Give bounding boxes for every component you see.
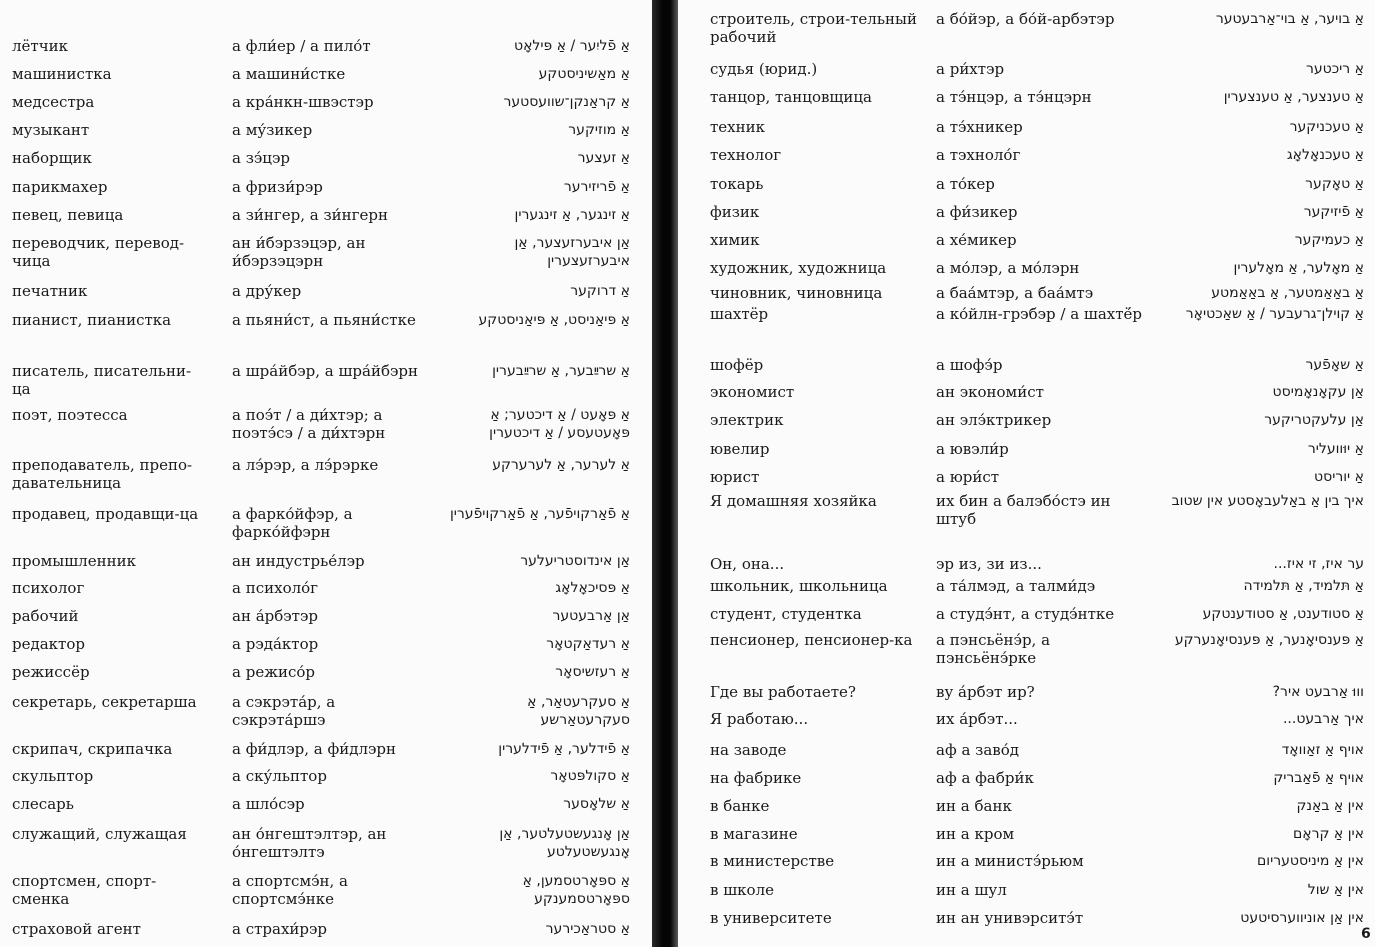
yiddish-term: אַ פּיאַניסט, אַ פּיאַניסטקע	[478, 312, 630, 328]
yiddish-transliteration: а фи́длэр, а фи́длэрн	[232, 740, 396, 758]
yiddish-term: אַ סטראַכירער	[545, 921, 630, 937]
yiddish-term: אַ בויער, אַ בוי־אַרבעטער	[1215, 11, 1364, 27]
russian-term: физик	[710, 203, 760, 221]
yiddish-term: אַ שלאָסער	[563, 796, 630, 812]
yiddish-term: אַ תּלמיד, אַ תּלמידה	[1243, 578, 1364, 594]
yiddish-transliteration: а ри́хтэр	[936, 60, 1005, 78]
russian-term: наборщик	[12, 149, 92, 167]
russian-term: юрист	[710, 468, 760, 486]
yiddish-transliteration: а студэ́нт, а студэ́нтке	[936, 605, 1115, 623]
yiddish-term: אַן עלעקטריקער	[1264, 412, 1364, 428]
yiddish-term: אַ באַאַמטער, אַ באַאַמטע	[1211, 285, 1364, 301]
russian-term: печатник	[12, 282, 88, 300]
yiddish-transliteration: а му́зикер	[232, 121, 313, 139]
yiddish-term: אַ פּאָעט / אַ דיכטער; אַ פּאָעטעסע / אַ דיכטערין	[489, 407, 630, 441]
yiddish-transliteration: ву а́рбэт ир?	[936, 683, 1035, 701]
russian-term: слесарь	[12, 795, 74, 813]
yiddish-term: אַ סעקרעטאַר, אַ סעקרעטאַרשע	[527, 694, 630, 728]
yiddish-transliteration: а зи́нгер, а зи́нгерн	[232, 206, 388, 224]
russian-term: в школе	[710, 881, 774, 899]
russian-term: экономист	[710, 383, 795, 401]
yiddish-transliteration: ан экономи́ст	[936, 383, 1044, 401]
russian-term: Я домашняя хозяйка	[710, 492, 877, 510]
yiddish-term: וווּ אַרבעט איר?	[1272, 684, 1364, 700]
russian-term: скульптор	[12, 767, 94, 785]
russian-term: строитель, строи-тельный рабочий	[710, 10, 917, 46]
yiddish-transliteration: а шофэ́р	[936, 356, 1003, 374]
russian-term: певец, певица	[12, 206, 124, 224]
russian-term: преподаватель, препо-давательница	[12, 456, 193, 492]
russian-term: студент, студентка	[710, 605, 862, 623]
yiddish-transliteration: а сэкрэта́р, а сэкрэта́ршэ	[232, 693, 336, 729]
russian-term: на заводе	[710, 741, 787, 759]
yiddish-transliteration: а фризи́рэр	[232, 178, 323, 196]
yiddish-term: אַ פֿאַרקויפֿער, אַ פֿאַרקויפֿערין	[449, 506, 630, 522]
yiddish-term: אַ כעמיקער	[1294, 232, 1364, 248]
russian-term: ювелир	[710, 440, 770, 458]
russian-term: писатель, писательни-ца	[12, 362, 192, 398]
yiddish-term: אַ זינגער, אַ זינגערין	[514, 207, 630, 223]
yiddish-term: אַ קראַנקן־שוועסטער	[503, 94, 630, 110]
yiddish-term: אַן איבערזעצער, אַן איבערזעצערין	[514, 235, 630, 269]
russian-term: в министерстве	[710, 852, 835, 870]
yiddish-transliteration: ан о́нгештэлтэр, ан о́нгештэлтэ	[232, 825, 387, 861]
yiddish-transliteration: а спортсмэ́н, а спортсмэ́нке	[232, 872, 348, 908]
yiddish-transliteration: а юри́ст	[936, 468, 1000, 486]
yiddish-transliteration: а то́кер	[936, 175, 995, 193]
yiddish-transliteration: а ювэли́р	[936, 440, 1009, 458]
yiddish-transliteration: ан и́бэрзэцэр, ан и́бэрзэцэрн	[232, 234, 366, 270]
yiddish-term: אַן אַרבעטער	[552, 608, 630, 624]
yiddish-term: אַ זעצער	[577, 150, 630, 166]
yiddish-term: אַ פֿידלער, אַ פֿידלערין	[498, 741, 630, 757]
russian-term: химик	[710, 231, 760, 249]
russian-term: Я работаю...	[710, 710, 809, 728]
yiddish-term: אַ טענצער, אַ טענצערין	[1223, 89, 1364, 105]
yiddish-transliteration: а тэхноло́г	[936, 146, 1021, 164]
yiddish-term: אַ רעדאַקטאָר	[546, 636, 630, 652]
yiddish-transliteration: а ко́йлн-грэбэр / а шахтё́р	[936, 305, 1143, 323]
russian-term: танцор, танцовщица	[710, 88, 872, 106]
russian-term: парикмахер	[12, 178, 108, 196]
yiddish-term: אין אַ מיניסטעריום	[1256, 853, 1364, 869]
yiddish-transliteration: а ску́льптор	[232, 767, 327, 785]
russian-term: служащий, служащая	[12, 825, 187, 843]
russian-term: Где вы работаете?	[710, 683, 856, 701]
yiddish-transliteration: а зэ́цэр	[232, 149, 290, 167]
yiddish-transliteration: ин а банк	[936, 797, 1012, 815]
yiddish-transliteration: а баа́мтэр, а баа́мтэ	[936, 284, 1094, 302]
russian-term: поэт, поэтесса	[12, 406, 128, 424]
yiddish-transliteration: а режисо́р	[232, 663, 316, 681]
yiddish-transliteration: а бо́йэр, а бо́й-арбэтэр	[936, 10, 1115, 28]
russian-term: на фабрике	[710, 769, 802, 787]
yiddish-term: אַ קוילן־גרעבער / אַ שאַכטיאָר	[1185, 306, 1364, 322]
yiddish-term: אין אַ שול	[1307, 882, 1364, 898]
yiddish-term: אַ מוזיקער	[568, 122, 630, 138]
russian-term: страховой агент	[12, 920, 141, 938]
russian-term: в университете	[710, 909, 832, 927]
russian-term: художник, художница	[710, 259, 887, 277]
yiddish-term: אַן אָנגעשטעלטער, אַן אָנגעשטעלטע	[499, 826, 630, 860]
left-page	[0, 0, 652, 947]
yiddish-term: אַ טעכניקער	[1289, 119, 1364, 135]
russian-term: шофёр	[710, 356, 764, 374]
russian-term: психолог	[12, 579, 85, 597]
yiddish-term: אַן אינדוסטריעלער	[520, 553, 630, 569]
russian-term: переводчик, перевод-чица	[12, 234, 185, 270]
russian-term: в банке	[710, 797, 770, 815]
yiddish-term: אַ מאַשיניסטקע	[538, 66, 630, 82]
yiddish-term: אויף אַ פֿאַבריק	[1273, 770, 1364, 786]
russian-term: редактор	[12, 635, 85, 653]
page-number: 6	[1361, 926, 1371, 942]
russian-term: промышленник	[12, 552, 136, 570]
yiddish-transliteration: а шра́йбэр, а шра́йбэрн	[232, 362, 418, 380]
russian-term: технолог	[710, 146, 782, 164]
yiddish-transliteration: а хе́микер	[936, 231, 1017, 249]
yiddish-term: אַ סקולפּטאָר	[550, 768, 630, 784]
yiddish-transliteration: а рэда́ктор	[232, 635, 319, 653]
russian-term: в магазине	[710, 825, 798, 843]
yiddish-term: אַ יוריסט	[1314, 469, 1364, 485]
yiddish-transliteration: а машини́стке	[232, 65, 346, 83]
yiddish-transliteration: а дру́кер	[232, 282, 302, 300]
yiddish-transliteration: ин а министэ́рьюм	[936, 852, 1084, 870]
yiddish-transliteration: ин а кром	[936, 825, 1015, 843]
yiddish-term: אַ טעכנאָלאָג	[1286, 147, 1364, 163]
yiddish-transliteration: их а́рбэт...	[936, 710, 1018, 728]
yiddish-term: איך בין אַ באַלעבאָסטע אין שטוב	[1171, 493, 1364, 509]
yiddish-transliteration: ан элэ́ктрикер	[936, 411, 1052, 429]
russian-term: музыкант	[12, 121, 90, 139]
yiddish-transliteration: аф а заво́д	[936, 741, 1019, 759]
russian-term: пенсионер, пенсионер-ка	[710, 631, 913, 649]
yiddish-term: אַ שאָפֿער	[1305, 357, 1364, 373]
russian-term: секретарь, секретарша	[12, 693, 197, 711]
yiddish-term: אַ פֿריזירער	[563, 179, 630, 195]
russian-term: рабочий	[12, 607, 79, 625]
yiddish-term: אַ טאָקער	[1305, 176, 1364, 192]
yiddish-transliteration: а тэ́нцэр, а тэ́нцэрн	[936, 88, 1092, 106]
russian-term: токарь	[710, 175, 764, 193]
russian-term: техник	[710, 118, 766, 136]
yiddish-transliteration: ан а́рбэтэр	[232, 607, 318, 625]
russian-term: чиновник, чиновница	[710, 284, 883, 302]
yiddish-term: אויף אַ זאַוואָד	[1281, 742, 1364, 758]
yiddish-transliteration: а поэ́т / а ди́хтэр; а поэтэ́сэ / а ди́хтэрн	[232, 406, 386, 442]
russian-term: электрик	[710, 411, 784, 429]
yiddish-term: אַ פֿליִער / אַ פּילאָט	[514, 38, 630, 54]
yiddish-transliteration: а пьяни́ст, а пьяни́стке	[232, 311, 416, 329]
russian-term: лётчик	[12, 37, 68, 55]
yiddish-term: אין אַ באַנק	[1296, 798, 1364, 814]
yiddish-term: אַ רעזשיסאָר	[555, 664, 630, 680]
yiddish-transliteration: а лэ́рэр, а лэ́рэрке	[232, 456, 379, 474]
yiddish-transliteration: а фарко́йфэр, а фарко́йфэрн	[232, 505, 353, 541]
yiddish-term: אַ פּענסיאָנער, אַ פּענסיאָנערקע	[1174, 632, 1364, 648]
book-gutter	[652, 0, 678, 947]
yiddish-transliteration: а фи́зикер	[936, 203, 1018, 221]
yiddish-term: אַן עקאָנאָמיסט	[1272, 384, 1364, 400]
yiddish-term: אַ דרוקער	[570, 283, 630, 299]
yiddish-term: אַ לערער, אַ לערערקע	[492, 457, 630, 473]
yiddish-transliteration: а пэнсьёнэ́р, а пэнсьёнэ́рке	[936, 631, 1051, 667]
yiddish-transliteration: а страхи́рэр	[232, 920, 328, 938]
yiddish-term: אַ פּסיכאָלאָג	[555, 580, 630, 596]
yiddish-transliteration: а мо́лэр, а мо́лэрн	[936, 259, 1080, 277]
russian-term: судья (юрид.)	[710, 60, 818, 78]
yiddish-transliteration: а та́лмэд, а талми́дэ	[936, 577, 1096, 595]
russian-term: спортсмен, спорт-сменка	[12, 872, 157, 908]
right-page	[678, 0, 1375, 947]
yiddish-term: אין אַ קראָם	[1292, 826, 1364, 842]
yiddish-transliteration: а шло́сэр	[232, 795, 305, 813]
yiddish-transliteration: эр из, зи из...	[936, 555, 1042, 573]
russian-term: медсестра	[12, 93, 95, 111]
yiddish-transliteration: а фли́ер / а пило́т	[232, 37, 371, 55]
yiddish-transliteration: а тэ́хникер	[936, 118, 1023, 136]
yiddish-term: אַ פֿיזיקער	[1303, 204, 1364, 220]
russian-term: Он, она...	[710, 555, 785, 573]
yiddish-transliteration: их бин а балэбо́стэ ин штуб	[936, 492, 1111, 528]
yiddish-transliteration: ин ан унивэрситэ́т	[936, 909, 1084, 927]
yiddish-transliteration: аф а фабри́к	[936, 769, 1034, 787]
russian-term: продавец, продавщи-ца	[12, 505, 199, 523]
yiddish-transliteration: ан индустрье́лэр	[232, 552, 365, 570]
yiddish-term: אַ יוּוועליר	[1307, 441, 1364, 457]
russian-term: школьник, школьница	[710, 577, 888, 595]
russian-term: шахтёр	[710, 305, 769, 323]
yiddish-term: אַ ספּאָרטסמען, אַ ספּאָרטסמענקע	[522, 873, 630, 907]
yiddish-transliteration: а психоло́г	[232, 579, 319, 597]
yiddish-term: אַ סטודענט, אַ סטודענטקע	[1202, 606, 1364, 622]
yiddish-term: אַ שרײַבער, אַ שרײַבערין	[492, 363, 630, 379]
russian-term: машинистка	[12, 65, 112, 83]
yiddish-term: אַ מאָלער, אַ מאָלערין	[1233, 260, 1364, 276]
yiddish-term: איך אַרבעט...	[1282, 711, 1364, 727]
yiddish-term: ער איז, זי איז...	[1273, 556, 1364, 572]
russian-term: скрипач, скрипачка	[12, 740, 173, 758]
yiddish-transliteration: ин а шул	[936, 881, 1007, 899]
yiddish-transliteration: а кра́нкн-швэстэр	[232, 93, 374, 111]
yiddish-term: אין אַן אוניווערסיטעט	[1240, 910, 1364, 926]
russian-term: режиссёр	[12, 663, 90, 681]
russian-term: пианист, пианистка	[12, 311, 172, 329]
yiddish-term: אַ ריכטער	[1306, 61, 1364, 77]
